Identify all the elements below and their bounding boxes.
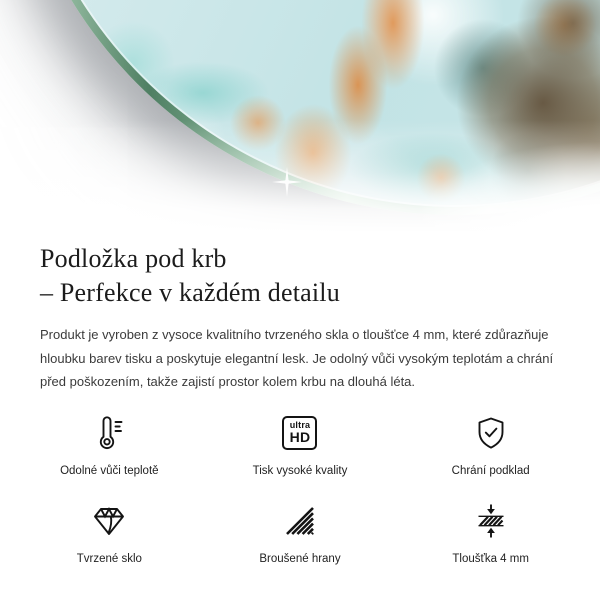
thermometer-icon [89, 411, 129, 455]
product-description: Produkt je vyroben z vysoce kvalitního tvrzeného skla o tloušťce 4 mm, které zdůrazňuje hloubku barev tisku a poskytuje elegantní lesk. Je odolný vůči vysokým teplotám a chrání před poškozením, takže zajistí prostor kolem krbu na dlouhá léta. [40, 327, 554, 389]
sparkle-icon [272, 167, 302, 197]
shield-check-icon [471, 411, 511, 455]
feature-thickness [395, 499, 586, 566]
feature-label: Chrání podklad [451, 464, 530, 477]
ultra-hd-icon [282, 411, 317, 455]
feature-tempered-glass [14, 499, 205, 566]
title-line-1: Podložka pod krb [40, 244, 227, 273]
ultra-hd-badge-top: ultra [289, 420, 311, 430]
feature-label: Odolné vůči teplotě [60, 464, 159, 477]
ultra-hd-badge-bottom: HD [289, 429, 311, 445]
feature-heat-resistant [14, 411, 205, 478]
feature-label: Tisk vysoké kvality [252, 464, 348, 477]
feature-grid [14, 411, 586, 566]
diamond-icon [89, 499, 129, 543]
page-title [40, 242, 560, 310]
feature-label: Tloušťka 4 mm [452, 552, 529, 565]
feature-protects-surface [395, 411, 586, 478]
polished-edges-icon [280, 499, 320, 543]
image-fade-overlay [0, 0, 600, 240]
product-image [0, 0, 600, 240]
feature-polished-edges [205, 499, 396, 566]
feature-print-quality [205, 411, 396, 478]
thickness-icon [471, 499, 511, 543]
feature-label: Broušené hrany [259, 552, 341, 565]
product-info-section [0, 242, 600, 394]
feature-label: Tvrzené sklo [76, 552, 142, 565]
title-line-2: – Perfekce v každém detailu [40, 278, 340, 307]
